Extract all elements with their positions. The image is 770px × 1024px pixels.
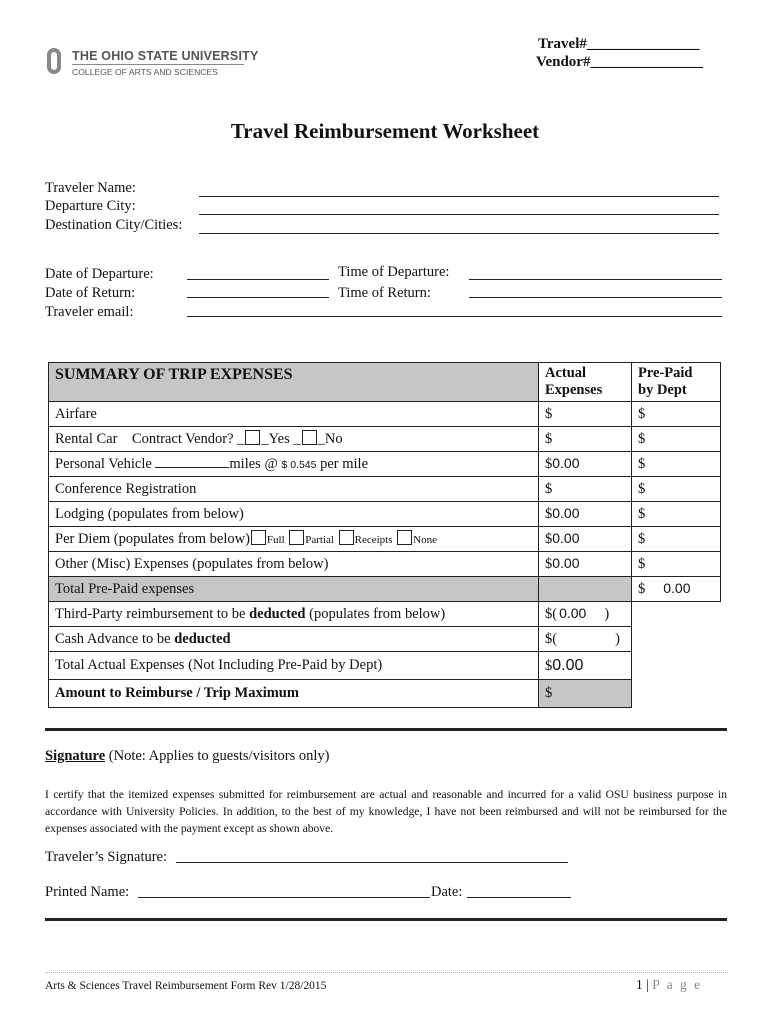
deducted-label: deducted xyxy=(174,630,231,647)
currency-symbol: $ xyxy=(638,430,646,447)
currency-symbol: $ xyxy=(545,606,553,622)
prepaid-header-line1: Pre-Paid xyxy=(638,365,693,381)
vehicle-actual-value: 0.00 xyxy=(552,455,580,471)
total-prepaid-value: 0.00 xyxy=(663,580,691,596)
other-actual-value: 0.00 xyxy=(552,555,580,571)
currency-symbol: $ xyxy=(545,531,553,547)
row-conference-label: Conference Registration xyxy=(49,477,539,502)
currency-symbol: $ xyxy=(638,505,646,522)
currency-symbol: $ xyxy=(545,657,553,674)
lodging-actual-field[interactable] xyxy=(539,502,632,527)
departure-city-field[interactable] xyxy=(199,214,719,215)
total-prepaid-actual-cell xyxy=(539,577,632,602)
traveler-signature-label: Traveler’s Signature: xyxy=(45,849,168,865)
third-party-value: 0.00 xyxy=(559,605,587,621)
contract-vendor-yes-checkbox[interactable] xyxy=(245,430,260,445)
currency-symbol: $ xyxy=(638,530,646,547)
total-actual-value-cell xyxy=(539,652,632,680)
row-per-diem xyxy=(49,527,539,552)
rental-car-label: Rental Car xyxy=(55,431,118,447)
row-personal-vehicle xyxy=(49,452,539,477)
per-diem-none-checkbox[interactable] xyxy=(397,530,412,545)
currency-symbol: $ xyxy=(545,685,553,701)
other-prepaid-field[interactable] xyxy=(632,552,721,577)
row-rental-car: Rental Car Contract Vendor? _ _Yes _ _No xyxy=(49,427,539,452)
section-divider xyxy=(45,918,727,921)
page-word: P a g e xyxy=(652,977,703,992)
date-label: Date: xyxy=(431,884,463,900)
currency-symbol: $ xyxy=(638,555,646,572)
date-return-field[interactable] xyxy=(187,297,329,298)
per-diem-prepaid-field[interactable] xyxy=(632,527,721,552)
page-indicator xyxy=(636,977,702,993)
departure-city-label: Departure City: xyxy=(45,198,136,214)
per-diem-receipts-checkbox[interactable] xyxy=(339,530,354,545)
empty-cell xyxy=(632,602,721,627)
traveler-name-label: Traveler Name: xyxy=(45,180,136,196)
total-prepaid-value-cell xyxy=(632,577,721,602)
deducted-label: deducted xyxy=(249,605,306,622)
row-lodging-label: Lodging (populates from below) xyxy=(49,502,539,527)
mileage-rate: $ 0.545 xyxy=(281,459,317,471)
college-name: COLLEGE OF ARTS AND SCIENCES xyxy=(72,67,218,77)
row-amount-reimburse-label: Amount to Reimburse / Trip Maximum xyxy=(49,680,539,708)
travel-number-field[interactable]: Travel#_______________ xyxy=(538,36,700,52)
date-field[interactable] xyxy=(467,897,571,898)
printed-name-label: Printed Name: xyxy=(45,884,130,900)
receipts-label: Receipts xyxy=(354,534,393,546)
yes-label: Yes xyxy=(268,431,290,447)
currency-symbol: $ xyxy=(545,405,553,422)
date-departure-label: Date of Departure: xyxy=(45,266,154,282)
traveler-name-field[interactable] xyxy=(199,196,719,197)
airfare-actual-field[interactable] xyxy=(539,402,632,427)
actual-expenses-header xyxy=(539,363,632,402)
date-departure-field[interactable] xyxy=(187,279,329,280)
time-departure-field[interactable] xyxy=(469,279,722,280)
prepaid-header-line2: by Dept xyxy=(638,382,687,398)
currency-symbol: $ xyxy=(545,456,553,472)
actual-header-line2: Expenses xyxy=(545,382,603,398)
lodging-actual-value: 0.00 xyxy=(552,505,580,521)
cash-advance-field[interactable]: $( ) xyxy=(539,627,632,652)
summary-title: SUMMARY OF TRIP EXPENSES xyxy=(49,363,539,402)
conference-actual-field[interactable] xyxy=(539,477,632,502)
vehicle-prepaid-field[interactable] xyxy=(632,452,721,477)
currency-symbol: $ xyxy=(545,556,553,572)
none-label: None xyxy=(413,534,437,546)
date-return-label: Date of Return: xyxy=(45,285,136,301)
per-diem-actual-value: 0.00 xyxy=(552,530,580,546)
time-return-field[interactable] xyxy=(469,297,722,298)
partial-label: Partial xyxy=(305,534,334,546)
currency-symbol: $ xyxy=(638,405,646,422)
per-diem-actual-field[interactable] xyxy=(539,527,632,552)
printed-name-field[interactable] xyxy=(138,897,430,898)
osu-logo-icon xyxy=(47,48,61,74)
row-total-actual-label: Total Actual Expenses (Not Including Pre-Paid by Dept) xyxy=(49,652,539,680)
university-name: THE OHIO STATE UNIVERSITY xyxy=(72,49,259,63)
currency-symbol: $ xyxy=(545,480,553,497)
empty-cell xyxy=(632,652,721,680)
time-return-label: Time of Return: xyxy=(338,285,431,301)
currency-symbol: $ xyxy=(638,480,646,497)
per-diem-partial-checkbox[interactable] xyxy=(289,530,304,545)
footer-divider xyxy=(45,972,728,974)
miles-label: miles @ xyxy=(229,456,278,472)
vehicle-actual-field[interactable] xyxy=(539,452,632,477)
per-diem-full-checkbox[interactable] xyxy=(251,530,266,545)
currency-symbol: $ xyxy=(638,581,646,597)
logo-divider xyxy=(72,64,244,65)
per-diem-label: Per Diem (populates from below) xyxy=(55,531,250,547)
row-cash-advance xyxy=(49,627,539,652)
traveler-email-field[interactable] xyxy=(187,316,722,317)
page-title: Travel Reimbursement Worksheet xyxy=(230,119,540,143)
rental-prepaid-field[interactable] xyxy=(632,427,721,452)
third-party-value-cell[interactable]: $( 0.00 ) xyxy=(539,602,632,627)
cash-advance-label: Cash Advance to be xyxy=(55,630,171,647)
signature-title: Signature xyxy=(45,748,106,764)
signature-note: (Note: Applies to guests/visitors only) xyxy=(108,748,330,764)
row-airfare-label: Airfare xyxy=(49,402,539,427)
destination-label: Destination City/Cities: xyxy=(45,217,183,233)
miles-field[interactable] xyxy=(155,455,229,468)
currency-symbol: $ xyxy=(545,506,553,522)
footer-form-name: Arts & Sciences Travel Reimbursement Form Rev 1/28/2015 xyxy=(45,980,327,992)
time-departure-label: Time of Departure: xyxy=(338,264,450,280)
no-label: No xyxy=(324,431,343,447)
page-separator: | xyxy=(646,977,649,992)
contract-vendor-label: Contract Vendor? xyxy=(131,431,234,447)
empty-cell xyxy=(632,680,721,708)
row-third-party xyxy=(49,602,539,627)
row-other-label: Other (Misc) Expenses (populates from below) xyxy=(49,552,539,577)
actual-header-line1: Actual xyxy=(545,365,587,381)
full-label: Full xyxy=(266,534,285,546)
conference-prepaid-field[interactable] xyxy=(632,477,721,502)
traveler-email-label: Traveler email: xyxy=(45,304,134,320)
certification-text: I certify that the itemized expenses submitted for reimbursement are actual and reasonable and incurred for a valid OSU business purpose in accordance with University Policies. In addition, to the best of my knowledge, I have not been reimbursed and will not be reimbursed for the expenses associated with the payment except as shown above. xyxy=(45,788,727,835)
rental-actual-field[interactable] xyxy=(539,427,632,452)
empty-cell xyxy=(632,627,721,652)
currency-symbol: $ xyxy=(638,455,646,472)
amount-reimburse-field[interactable] xyxy=(539,680,632,708)
row-total-prepaid-label: Total Pre-Paid expenses xyxy=(49,577,539,602)
signature-heading xyxy=(45,748,330,765)
destination-field[interactable] xyxy=(199,233,719,234)
vendor-number-field[interactable]: Vendor#_______________ xyxy=(536,54,703,70)
per-mile-label: per mile xyxy=(320,456,369,472)
lodging-prepaid-field[interactable] xyxy=(632,502,721,527)
personal-vehicle-label: Personal Vehicle xyxy=(55,456,152,472)
traveler-signature-field[interactable] xyxy=(176,862,568,863)
prepaid-header xyxy=(632,363,721,402)
currency-symbol: $ xyxy=(545,430,553,447)
total-actual-value: 0.00 xyxy=(552,656,584,674)
third-party-label: Third-Party reimbursement to be xyxy=(55,605,246,622)
expense-summary-table xyxy=(48,362,721,708)
currency-symbol: $ xyxy=(545,630,553,647)
contract-vendor-no-checkbox[interactable] xyxy=(302,430,317,445)
airfare-prepaid-field[interactable] xyxy=(632,402,721,427)
page-number: 1 xyxy=(636,977,643,992)
section-divider xyxy=(45,728,727,731)
third-party-note: (populates from below) xyxy=(309,605,446,622)
other-actual-field[interactable] xyxy=(539,552,632,577)
